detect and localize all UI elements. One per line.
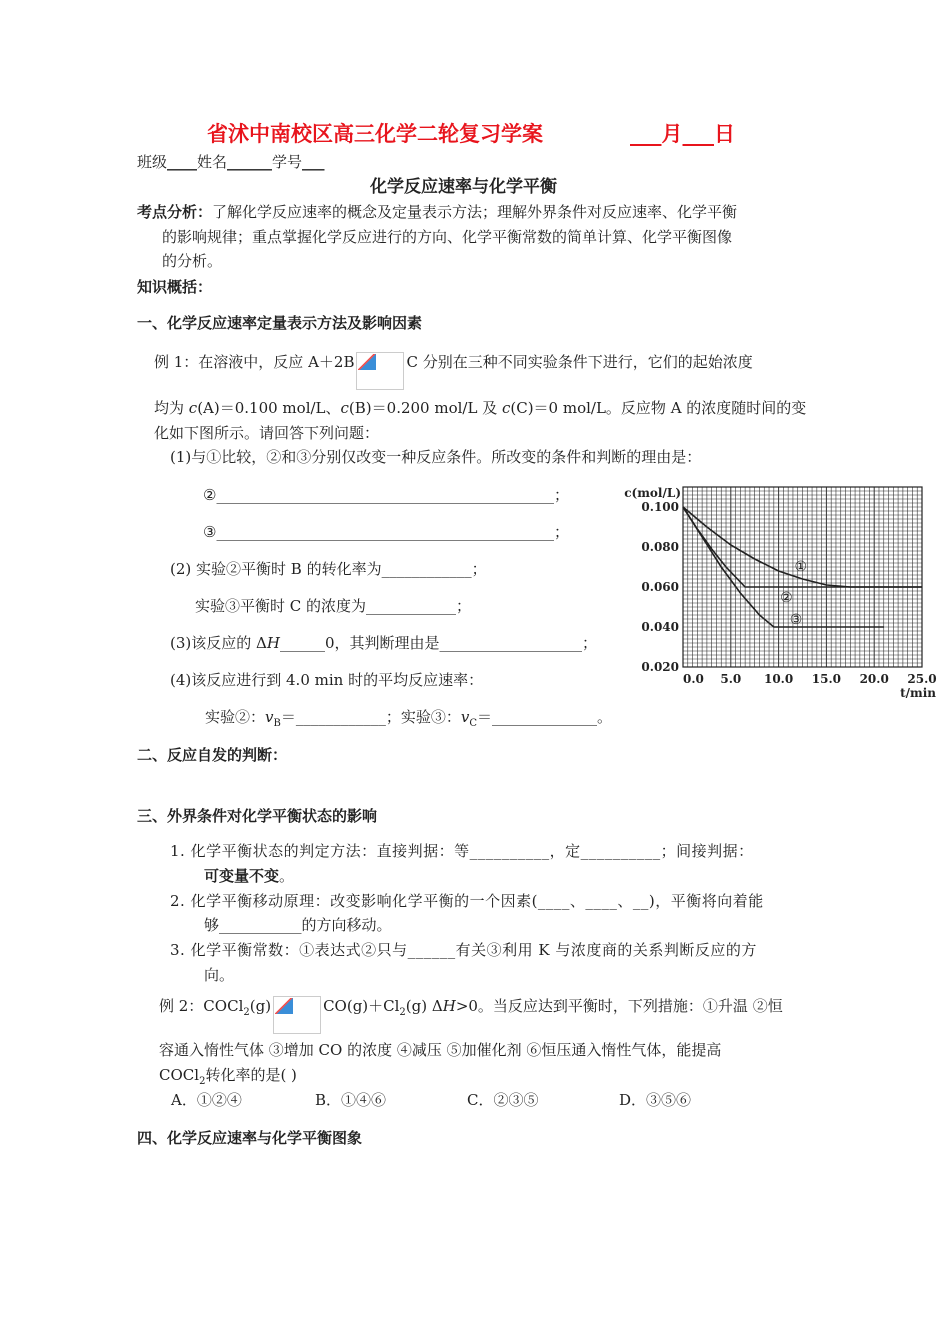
y-tick-label: 0.020 [641, 660, 679, 674]
question-2b: 实验③平衡时 C 的浓度为____________； [195, 597, 472, 615]
item-1-cont: 可变量不变。 [204, 867, 295, 885]
y-tick-label: 0.100 [641, 500, 679, 514]
broken-image-icon [356, 352, 404, 390]
x-tick-label: 15.0 [811, 672, 842, 686]
analysis-line-1: 考点分析：了解化学反应速率的概念及定量表示方法；理解外界条件对反应速率、化学平衡 [137, 203, 738, 221]
item-1: 1. 化学平衡状态的判定方法：直接判据：等__________，定__________；间接判据： [170, 842, 754, 860]
x-tick-label: 25.0 [907, 672, 937, 686]
y-tick-label: 0.080 [641, 540, 679, 554]
question-1: (1)与①比较，②和③分别仅改变一种反应条件。所改变的条件和判断的理由是： [170, 448, 702, 466]
answer-blank-2[interactable]: ②_____________________________________________； [203, 486, 569, 504]
option-b[interactable]: B．①④⑥ [315, 1091, 387, 1109]
x-tick-label: 20.0 [859, 672, 889, 686]
series-label: ② [780, 590, 793, 606]
x-tick-label: 5.0 [720, 672, 742, 686]
item-3-cont: 向。 [204, 966, 235, 984]
example1-line-3: 化如下图所示。请回答下列问题： [154, 424, 380, 442]
student-info: 班级____姓名______学号___ [137, 153, 325, 171]
summary-label: 知识概括： [137, 278, 213, 296]
option-d[interactable]: D．③⑤⑥ [619, 1091, 692, 1109]
y-tick-label: 0.060 [641, 580, 679, 594]
y-axis-label: c(mol/L) [624, 486, 681, 500]
doc-header-date: ___月___日 [630, 122, 735, 146]
option-a[interactable]: A．①②④ [171, 1091, 242, 1109]
section-heading-1: 一、化学反应速率定量表示方法及影响因素 [137, 314, 423, 332]
example1-line-2: 均为 c(A)＝0.100 mol/L、c(B)＝0.200 mol/L 及 c(C)＝0 mol/L。反应物 A 的浓度随时间的变 [154, 399, 807, 417]
x-tick-label: 0.0 [683, 672, 704, 686]
doc-header-title: 省沭中南校区高三化学二轮复习学案 [207, 122, 543, 146]
section-heading-3: 三、外界条件对化学平衡状态的影响 [137, 807, 378, 825]
question-4-answers: 实验②：$v_B=\_\_\_\_\_\_\_\_\_\_\_\_$；实验③：$v_C=\_\_\_\_\_\_\_\_\_\_\_\_\_\_$。 [205, 708, 613, 729]
question-4: (4)该反应进行到 4.0 min 时的平均反应速率： [170, 671, 484, 689]
x-tick-label: 10.0 [763, 672, 794, 686]
item-2-cont: 够___________的方向移动。 [204, 916, 392, 934]
example1-line-1: 例 1：在溶液中，反应 A＋2B C 分别在三种不同实验条件下进行，它们的起始浓度 [154, 352, 753, 390]
page-title: 化学反应速率与化学平衡 [370, 177, 557, 197]
series-label: ① [794, 559, 808, 575]
series-label: ③ [789, 612, 803, 628]
item-2: 2. 化学平衡移动原理：改变影响化学平衡的一个因素(____、____、__)，平衡将向着能 [170, 892, 764, 910]
item-3: 3. 化学平衡常数：①表达式②只与______有关③利用 K 与浓度商的关系判断反应的方 [170, 941, 757, 959]
question-2a: (2) 实验②平衡时 B 的转化率为____________； [170, 560, 487, 578]
example2-line-3: COCl$_2$转化率的是( ) [159, 1066, 297, 1087]
section-heading-4: 四、化学反应速率与化学平衡图象 [137, 1129, 363, 1147]
x-axis-label: t/min [900, 686, 936, 700]
section-heading-2: 二、反应自发的判断： [137, 746, 288, 764]
example2-line-2: 容通入惰性气体 ③增加 CO 的浓度 ④减压 ⑤加催化剂 ⑥恒压通入惰性气体，能提高 [159, 1041, 722, 1059]
concentration-time-chart [620, 480, 940, 705]
answer-blank-3[interactable]: ③_____________________________________________； [203, 523, 569, 541]
example2-line-1: 例 2：COCl$_2$(g) $CO(g)+Cl_2(g)$ ΔH>0。当反应达到平衡时，下列措施：①升温 ②恒 [159, 996, 783, 1034]
question-3: (3)该反应的 ΔH______0，其判断理由是___________________； [170, 634, 597, 652]
broken-image-icon [273, 996, 321, 1034]
analysis-line-2: 的影响规律；重点掌握化学反应进行的方向、化学平衡常数的简单计算、化学平衡图像 [162, 228, 733, 246]
option-c[interactable]: C．②③⑤ [467, 1091, 539, 1109]
analysis-line-3: 的分析。 [162, 252, 223, 270]
y-tick-label: 0.040 [641, 620, 679, 634]
